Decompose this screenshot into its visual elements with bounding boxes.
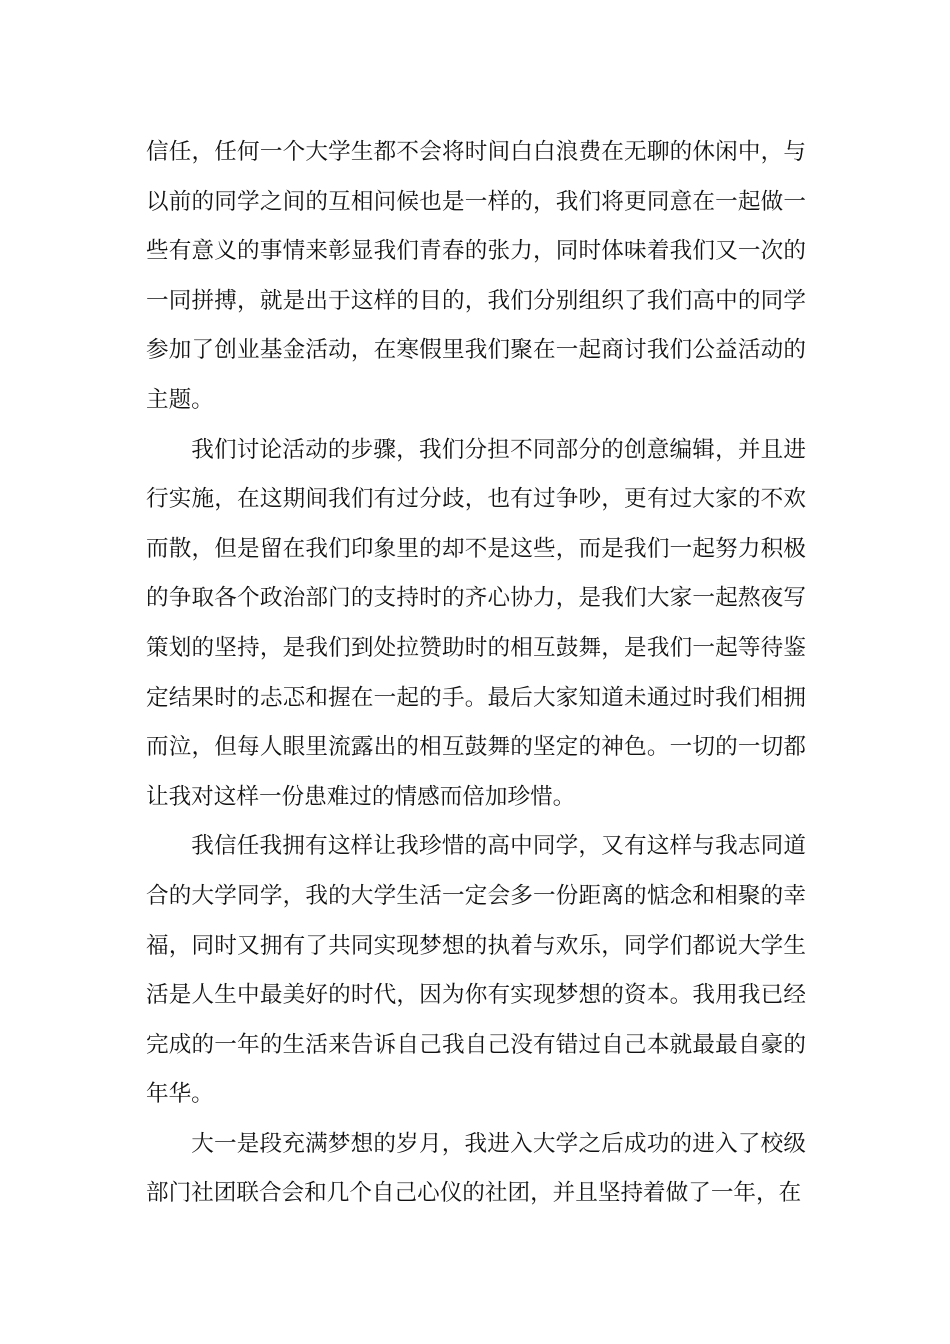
paragraph-continuation: 信任，任何一个大学生都不会将时间白白浪费在无聊的休闲中，与以前的同学之间的互相问候也是一样的，我们将更同意在一起做一些有意义的事情来彰显我们青春的张力，同时体味着我们又一次的一同拼搏，就是出于这样的目的，我们分别组织了我们高中的同学参加了创业基金活动，在寒假里我们聚在一起商讨我们公益活动的主题。 [146,139,806,413]
document-body [146,128,806,1219]
paragraph: 我们讨论活动的步骤，我们分担不同部分的创意编辑，并且进行实施，在这期间我们有过分歧，也有过争吵，更有过大家的不欢而散，但是留在我们印象里的却不是这些，而是我们一起努力积极的争取各个政治部门的支持时的齐心协力，是我们大家一起熬夜写策划的坚持，是我们到处拉赞助时的相互鼓舞，是我们一起等待鉴定结果时的忐忑和握在一起的手。最后大家知道未通过时我们相拥而泣，但每人眼里流露出的相互鼓舞的坚定的神色。一切的一切都让我对这样一份患难过的情感而倍加珍惜。 [146,436,806,810]
paragraph: 我信任我拥有这样让我珍惜的高中同学，又有这样与我志同道合的大学同学，我的大学生活一定会多一份距离的惦念和相聚的幸福，同时又拥有了共同实现梦想的执着与欢乐，同学们都说大学生活是人生中最美好的时代，因为你有实现梦想的资本。我用我已经完成的一年的生活来告诉自己我自己没有错过自己本就最最自豪的年华。 [146,833,806,1108]
paragraph: 大一是段充满梦想的岁月，我进入大学之后成功的进入了校级部门社团联合会和几个自己心仪的社团，并且坚持着做了一年，在 [146,1130,806,1207]
